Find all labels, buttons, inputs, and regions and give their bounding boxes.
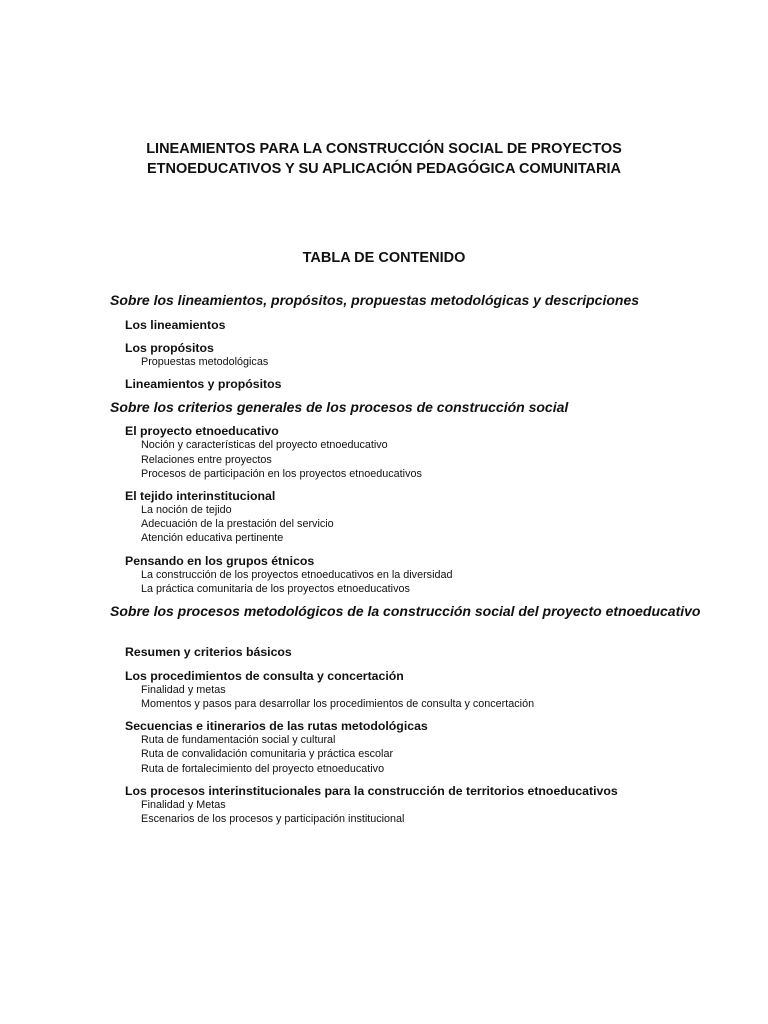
toc-item: Finalidad y Metas [141, 799, 226, 811]
toc-topic: Secuencias e itinerarios de las rutas metodológicas [125, 719, 428, 733]
toc-item: Propuestas metodológicas [141, 356, 269, 368]
document-title-line: ETNOEDUCATIVOS Y SU APLICACIÓN PEDAGÓGICA COMUNITARIA [147, 161, 621, 177]
toc-topic: El tejido interinstitucional [125, 489, 276, 503]
toc-item: Adecuación de la prestación del servicio [141, 518, 334, 530]
toc-item: Relaciones entre proyectos [141, 454, 272, 466]
toc-item: Atención educativa pertinente [141, 532, 284, 544]
toc-item: La práctica comunitaria de los proyectos etnoeducativos [141, 583, 410, 595]
toc-topic: Los propósitos [125, 341, 214, 355]
toc-topic: Los procedimientos de consulta y concertación [125, 669, 404, 683]
toc-topic: Lineamientos y propósitos [125, 377, 282, 391]
toc-item: Ruta de fortalecimiento del proyecto etnoeducativo [141, 763, 385, 775]
toc-topic: Resumen y criterios básicos [125, 645, 292, 659]
toc-item: Momentos y pasos para desarrollar los procedimientos de consulta y concertación [141, 698, 535, 710]
toc-item: Finalidad y metas [141, 684, 226, 696]
toc-item: La construcción de los proyectos etnoeducativos en la diversidad [141, 569, 453, 581]
toc-item: Noción y características del proyecto etnoeducativo [141, 439, 388, 451]
toc-section-title: Sobre los criterios generales de los procesos de construcción social [110, 399, 569, 415]
toc-heading: TABLA DE CONTENIDO [302, 250, 466, 266]
toc-section-title: Sobre los lineamientos, propósitos, propuestas metodológicas y descripciones [110, 292, 640, 308]
document-title-line: LINEAMIENTOS PARA LA CONSTRUCCIÓN SOCIAL DE PROYECTOS [146, 141, 622, 157]
toc-topic: El proyecto etnoeducativo [125, 424, 279, 438]
toc-item: La noción de tejido [141, 504, 232, 516]
toc-item: Procesos de participación en los proyectos etnoeducativos [141, 468, 422, 480]
toc-item: Escenarios de los procesos y participación institucional [141, 813, 405, 825]
toc-section-title: Sobre los procesos metodológicos de la construcción social del proyecto etnoeducativo [110, 603, 701, 619]
toc-item: Ruta de convalidación comunitaria y práctica escolar [141, 748, 394, 760]
toc-item: Ruta de fundamentación social y cultural [141, 734, 336, 746]
toc-topic: Pensando en los grupos étnicos [125, 554, 315, 568]
toc-topic: Los procesos interinstitucionales para la construcción de territorios etnoeducativos [125, 784, 618, 798]
toc-topic: Los lineamientos [125, 318, 226, 332]
